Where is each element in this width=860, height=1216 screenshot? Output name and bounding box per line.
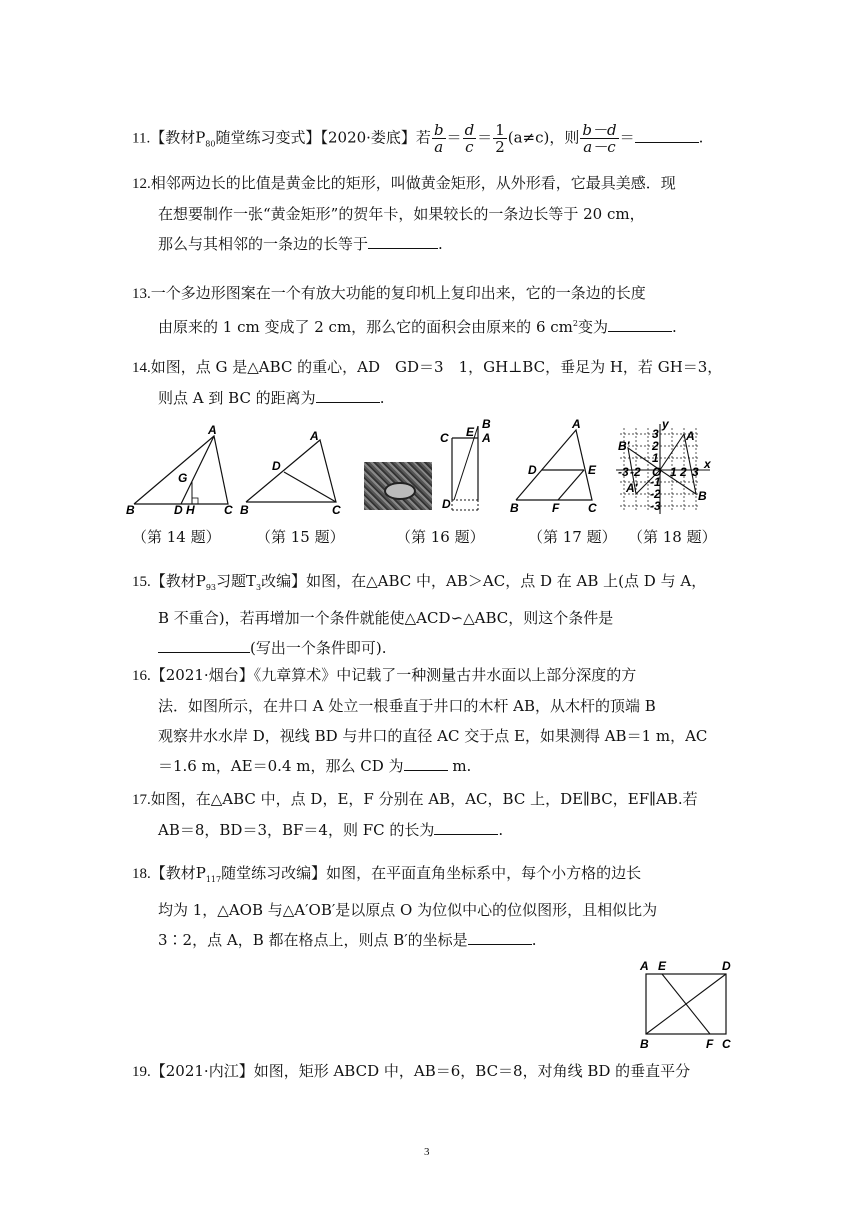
label-D: D <box>272 459 281 473</box>
fraction: $\frac{b-d}{a-c}$ <box>582 121 617 156</box>
label-E: E <box>658 959 667 973</box>
label-D: D <box>442 497 451 511</box>
answer-blank[interactable] <box>404 756 448 771</box>
fraction: $\frac{d}{c}$ <box>464 121 475 156</box>
well-opening <box>384 482 416 500</box>
label-C: C <box>440 431 449 445</box>
label-F: F <box>552 501 560 514</box>
caption-16: （第 16 题） <box>396 528 485 546</box>
answer-blank[interactable] <box>635 128 699 143</box>
answer-blank[interactable] <box>158 638 250 653</box>
figure-19 <box>632 958 738 1050</box>
svg-text:-1: -1 <box>650 475 661 489</box>
label-B: B <box>640 1037 649 1050</box>
svg-text:1: 1 <box>670 465 677 479</box>
label-B: B <box>510 501 519 514</box>
answer-blank[interactable] <box>368 234 438 249</box>
label-A: A <box>572 418 581 431</box>
figure-16 <box>438 416 500 516</box>
label-B: B <box>482 417 491 431</box>
question-13: 13.一个多边形图案在一个有放大功能的复印机上复印出来，它的一条边的长度 由原来的 1 cm 变成了 2 cm，那么它的面积会由原来的 6 $cm^2$变为 . <box>132 284 677 336</box>
label-A: A <box>310 429 319 443</box>
answer-blank[interactable] <box>468 930 532 945</box>
svg-text:-3: -3 <box>618 465 629 479</box>
figure-18 <box>612 420 716 518</box>
svg-text:3: 3 <box>652 427 659 441</box>
question-19: 19.【2021·内江】如图，矩形 ABCD 中，AB＝6，BC＝8，对角线 BD 的垂直平分 <box>132 1062 691 1080</box>
answer-blank[interactable] <box>434 820 498 835</box>
label-D: D <box>174 503 183 514</box>
label-D: D <box>722 959 731 973</box>
label-C: C <box>722 1037 731 1050</box>
label-D: D <box>528 463 537 477</box>
svg-text:2: 2 <box>652 439 659 453</box>
svg-text:-2: -2 <box>630 465 641 479</box>
figure-14 <box>126 424 236 514</box>
svg-text:2: 2 <box>680 465 687 479</box>
caption-14: （第 14 题） <box>132 528 221 546</box>
question-12: 12.相邻两边长的比值是黄金比的矩形，叫做黄金矩形，从外形看，它最具美感．现 在想要制作一张“黄金矩形”的贺年卡，如果较长的一条边长等于 20 cm， 那么与其相邻的一条边的长等于 . <box>132 174 676 253</box>
label-A: A <box>640 959 649 973</box>
label-C: C <box>588 501 597 514</box>
question-17: 17.如图，在△ABC 中，点 D，E，F 分别在 AB，AC，BC 上，DE∥BC，EF∥AB.若 AB＝8，BD＝3，BF＝4，则 FC 的长为 . <box>132 790 698 839</box>
label-B: B <box>126 503 135 514</box>
question-14: 14.如图，点 G 是△ABC 的重心，AD GD＝3 1，GH⊥BC，垂足为 H，若 GH＝3， 则点 A 到 BC 的距离为 . <box>132 358 723 407</box>
answer-blank[interactable] <box>608 317 672 332</box>
figure-15 <box>240 428 350 514</box>
svg-text:y: y <box>662 420 669 431</box>
label-E: E <box>588 463 597 477</box>
label-A: A <box>208 424 217 437</box>
label-H: H <box>186 503 195 514</box>
svg-text:-3: -3 <box>650 499 661 513</box>
label-E: E <box>466 425 475 439</box>
label-C: C <box>224 503 233 514</box>
label-G: G <box>178 471 188 485</box>
svg-text:A: A <box>686 429 695 443</box>
fraction: $\frac{1}{2}$ <box>495 121 505 156</box>
svg-text:-2: -2 <box>650 487 661 501</box>
page-number: 3 <box>424 1146 430 1158</box>
svg-text:A′: A′ <box>626 481 638 495</box>
label-C: C <box>332 503 341 514</box>
label-F: F <box>706 1037 714 1050</box>
caption-17: （第 17 题） <box>528 528 617 546</box>
question-number: 11. <box>132 130 151 147</box>
figure-17 <box>508 418 618 514</box>
label-B: B <box>240 503 249 514</box>
svg-text:3: 3 <box>692 465 699 479</box>
svg-text:O: O <box>652 465 662 479</box>
svg-text:B: B <box>698 489 707 503</box>
svg-text:x: x <box>704 457 711 471</box>
fraction: $\frac{b}{a}$ <box>433 121 444 156</box>
question-11: 11.【教材$P_{80}$随堂练习变式】【2020·娄底】若 $\frac{b}{a}$ ＝ $\frac{d}{c}$ ＝ $\frac{1}{2}$ (a≠c)，则 $\frac{b-d}{a-c}$ ＝ . <box>132 121 704 156</box>
caption-18: （第 18 题） <box>628 528 717 546</box>
question-18: 18.【教材$P_{117}$随堂练习改编】如图，在平面直角坐标系中，每个小方格的边长 均为 1，△AOB 与△A′OB′是以原点 O 为位似中心的位似图形，且相似比为 3∶2，点 A，B 都在格点上，则点 B′的坐标是 . <box>132 864 658 949</box>
svg-text:B′: B′ <box>618 439 630 453</box>
question-15: 15.【教材$P_{93}$习题$T_3$改编】如图，在△ABC 中，AB＞AC，点 D 在 AB 上(点 D 与 A， B 不重合)，若再增加一个条件就能使△ACD∽△ABC，则这个条件是 (写出一个条件即可). <box>132 572 707 657</box>
label-A: A <box>482 431 491 445</box>
answer-blank[interactable] <box>316 388 380 403</box>
well-photo <box>364 462 432 510</box>
svg-text:1: 1 <box>652 451 659 465</box>
caption-15: （第 15 题） <box>256 528 345 546</box>
question-16: 16.【2021·烟台】《九章算术》中记载了一种测量古井水面以上部分深度的方 法．如图所示，在井口 A 处立一根垂直于井口的木杆 AB，从木杆的顶端 B 观察井水水岸 D，视线 BD 与井口的直径 AC 交于点 E，如果测得 AB＝1 m，AC ＝1.6 m，AE＝0.4 m，那么 CD 为 m. <box>132 666 708 775</box>
